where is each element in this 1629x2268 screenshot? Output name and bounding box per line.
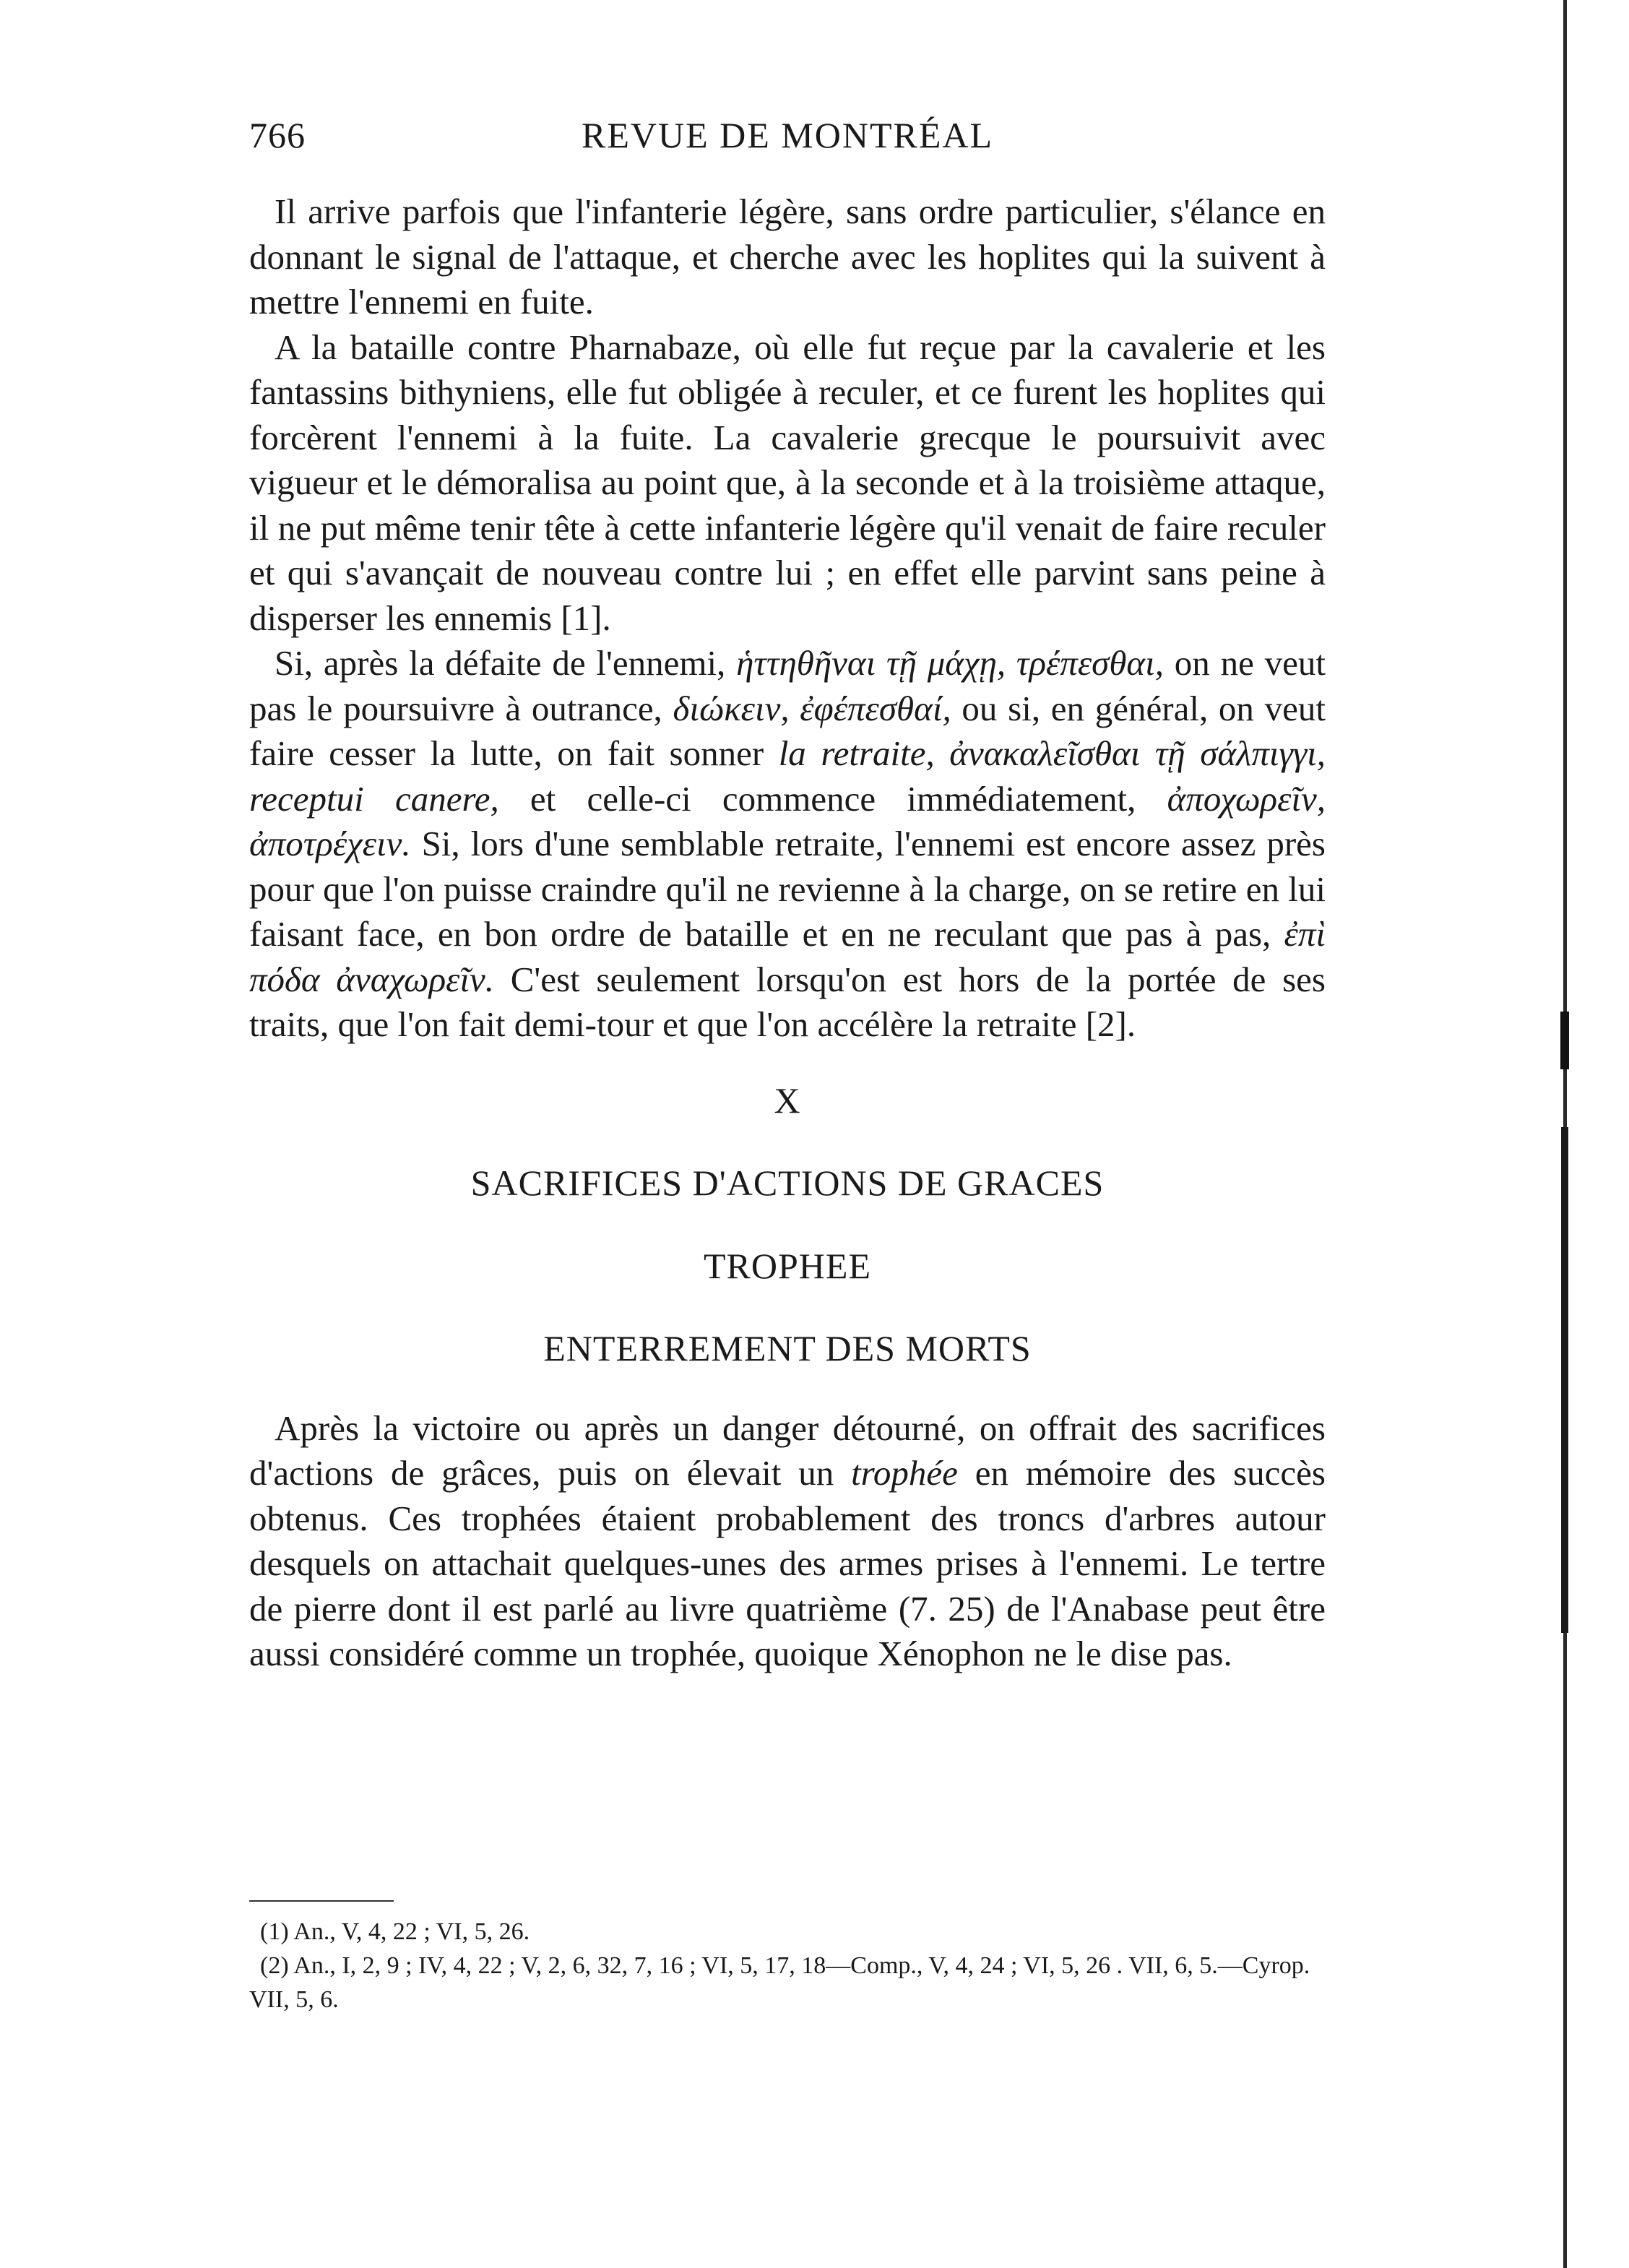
paragraph-3-segment-3: διώκειν, ἐφέπεσθαί, bbox=[673, 688, 951, 728]
page-header bbox=[249, 114, 1326, 158]
paragraph-1-segment-0: Il arrive parfois que l'infanterie légère, sans ordre particulier, s'élance en donnant le signal de l'attaque, et cherche avec les hoplites qui la suivent à mettre l'ennemi en fuite. bbox=[249, 191, 1326, 322]
paragraph-3-segment-7: ἀποχωρεῖν, ἀποτρέχειν. bbox=[249, 778, 1326, 863]
paragraph-3-segment-0: Si, après la défaite de l'ennemi, bbox=[275, 643, 737, 683]
paragraph-1 bbox=[249, 189, 1326, 325]
section-title-enterrement: ENTERREMENT DES MORTS bbox=[543, 1328, 1032, 1368]
paragraph-3-segment-1: ἡττηθῆναι τῇ μάχῃ, τρέπεσθαι, bbox=[736, 643, 1164, 683]
footnote-2: (2) An., I, 2, 9 ; IV, 4, 22 ; V, 2, 6, 32, 7, 16 ; VI, 5, 17, 18—Comp., V, 4, 24 ; VI, 5, 26 . VII, 6, 5.—Cyrop. VII, 5, 6. bbox=[249, 1952, 1310, 2013]
paragraph-3-segment-6: et celle-ci commence immédiatement, bbox=[498, 778, 1167, 819]
paragraph-closing-segment-0: Après la victoire ou après un danger détourné, on offrait des sacrifices d'actions de grâces, puis on élevait un bbox=[249, 1407, 1326, 1493]
body-text bbox=[249, 189, 1326, 1677]
footnote-divider bbox=[249, 1900, 394, 1902]
footnotes bbox=[249, 1915, 1326, 2017]
paragraph-closing bbox=[249, 1406, 1326, 1677]
paragraph-3-segment-5: la retraite, ἀνακαλεῖσθαι τῇ σάλπιγγι, receptui canere, bbox=[249, 733, 1326, 819]
paragraph-2 bbox=[249, 325, 1326, 642]
footnote-1: (1) An., V, 4, 22 ; VI, 5, 26. bbox=[260, 1918, 530, 1945]
paragraph-closing-segment-2: en mémoire des succès obtenus. Ces trophées étaient probablement des troncs d'arbres autour desquels on attachait quelques-unes des armes prises à l'ennemi. Le tertre de pierre dont il est parlé au livre quatrième (7. 25) de l'Anabase peut être aussi considéré comme un trophée, quoique Xénophon ne le dise pas. bbox=[249, 1453, 1326, 1673]
paragraph-3-segment-4: ou si, en général, on veut faire cesser la lutte, on fait sonner bbox=[249, 688, 1326, 773]
paragraph-2-segment-0: A la bataille contre Pharnabaze, où elle fut reçue par la cavalerie et les fantassins bithyniens, elle fut obligée à reculer, et ce furent les hoplites qui forcèrent l'ennemi à la fuite. La cavalerie grecque le poursuivit avec vigueur et le démoralisa au point que, à la seconde et à la troisième attaque, il ne put même tenir tête à cette infanterie légère qu'il venait de faire reculer et qui s'avançait de nouveau contre lui ; en effet elle parvint sans peine à disperser les ennemis [1]. bbox=[249, 327, 1326, 638]
paragraph-3-segment-2: on ne veut pas le poursuivre à outrance, bbox=[249, 643, 1326, 728]
scan-edge-mark bbox=[1546, 0, 1575, 2268]
running-head: REVUE DE MONTRÉAL bbox=[582, 115, 994, 155]
section-title-trophee: TROPHEE bbox=[704, 1245, 871, 1286]
page-number: 766 bbox=[249, 115, 306, 155]
section-number: X bbox=[774, 1079, 801, 1121]
paragraph-3-segment-8: Si, lors d'une semblable retraite, l'ennemi est encore assez près pour que l'on puisse craindre qu'il ne revienne à la charge, on se retire en lui faisant face, en bon ordre de bataille et en ne reculant que pas à pas, bbox=[249, 824, 1326, 954]
paragraph-closing-segment-1: trophée bbox=[851, 1453, 958, 1493]
section-title-sacrifices: SACRIFICES D'ACTIONS DE GRACES bbox=[470, 1163, 1105, 1203]
paragraph-3 bbox=[249, 641, 1326, 1048]
paragraph-3-segment-9: ἐπὶ πόδα ἀναχωρεῖν. bbox=[249, 914, 1326, 999]
paragraph-3-segment-10: C'est seulement lorsqu'on est hors de la portée de ses traits, que l'on fait demi-tour et que l'on accélère la retraite [2]. bbox=[249, 959, 1326, 1044]
